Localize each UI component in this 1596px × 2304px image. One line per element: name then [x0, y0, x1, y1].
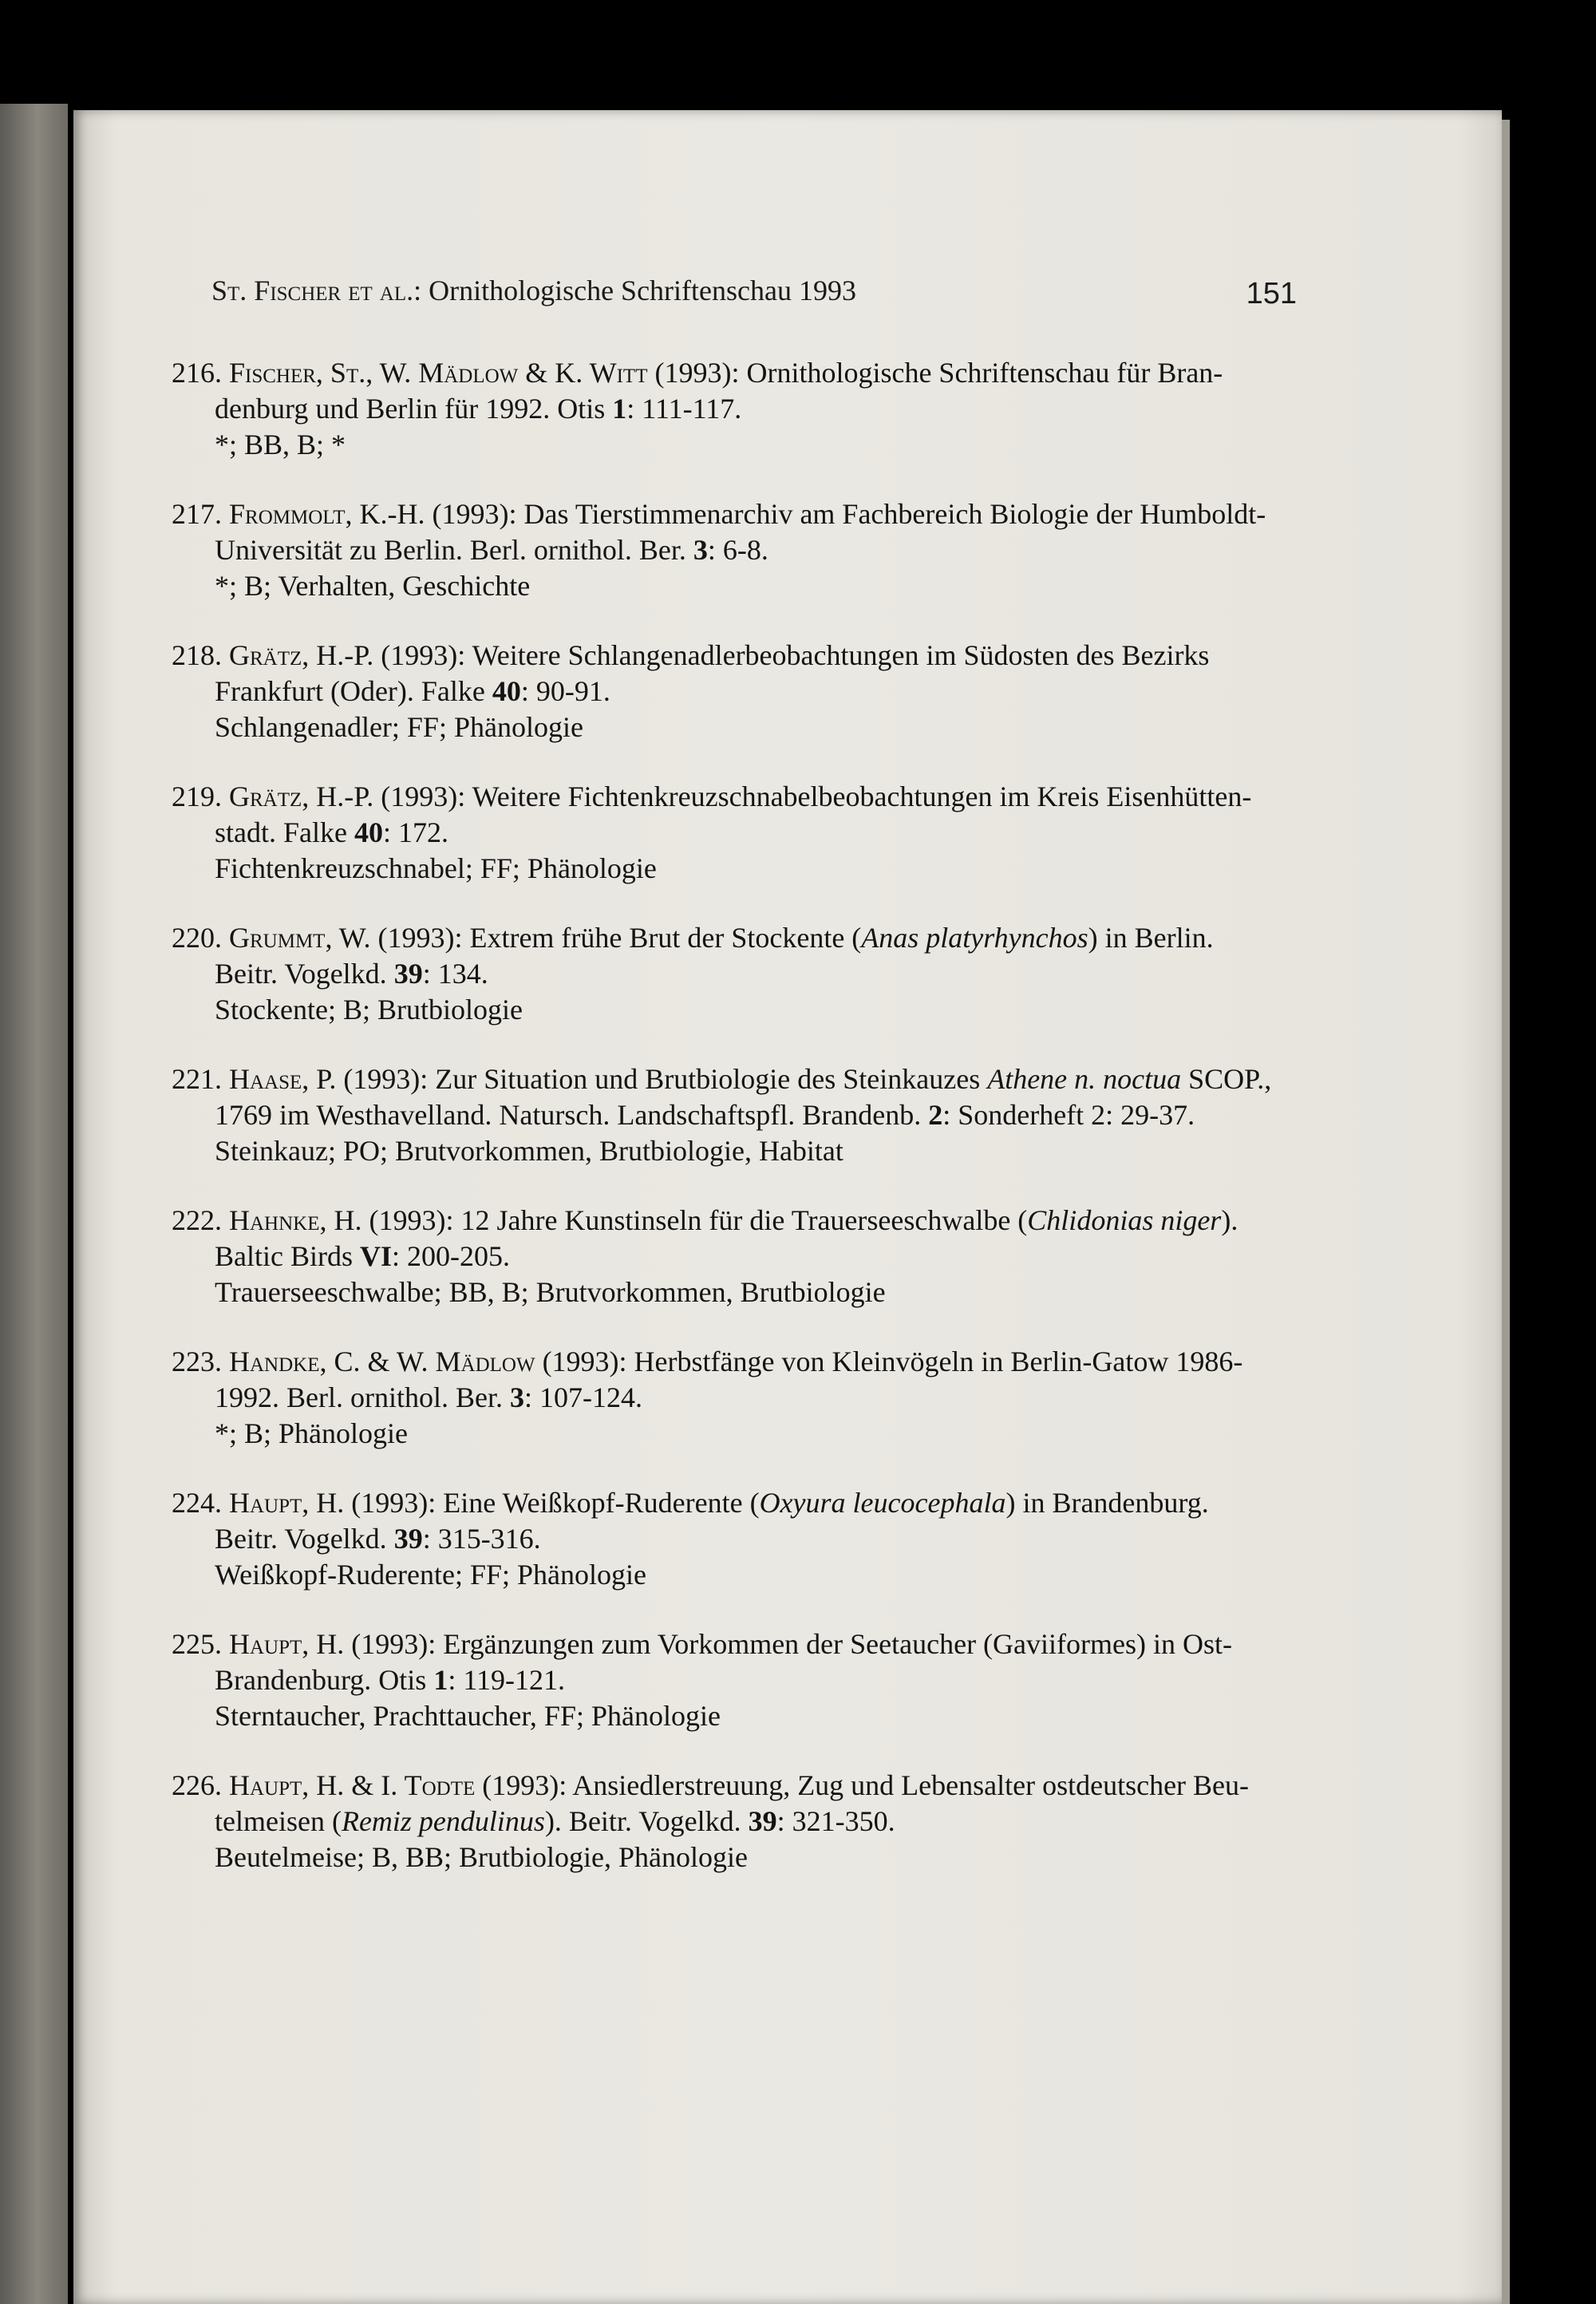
- entry-title-end: SCOP.,: [1181, 1063, 1272, 1095]
- entry-line-1: [172, 1768, 1305, 1804]
- bibliography-entry: [172, 1061, 1305, 1169]
- running-head-authors: St. Fischer et al.: [211, 275, 414, 306]
- entry-author: Fischer, St., W. Mädlow & K. Witt: [229, 357, 648, 389]
- entry-title: (1993): Weitere Schlangenadlerbeobachtungen im Südosten des Bezirks: [373, 639, 1210, 671]
- entry-keywords: Steinkauz; PO; Brutvorkommen, Brutbiologie, Habitat: [215, 1135, 843, 1167]
- bibliography-entry: [172, 1485, 1305, 1593]
- entry-line-2: [172, 815, 1305, 851]
- entry-source: ). Beitr. Vogelkd.: [544, 1805, 749, 1837]
- entry-volume: 39: [393, 958, 423, 990]
- entry-keywords: Beutelmeise; B, BB; Brutbiologie, Phänologie: [215, 1841, 748, 1873]
- entry-keywords: Stockente; B; Brutbiologie: [215, 994, 523, 1026]
- bibliography-entry: [172, 496, 1305, 604]
- entry-author: Handke, C. & W. Mädlow: [229, 1346, 535, 1377]
- entry-number: 217.: [172, 498, 222, 530]
- entry-source: 1769 im Westhavelland. Natursch. Landschaftspfl. Brandenb.: [215, 1099, 929, 1131]
- right-page-edge: [1502, 120, 1510, 2304]
- entry-title: (1993): Ergänzungen zum Vorkommen der Seetaucher (Gaviiformes) in Ost-: [344, 1628, 1232, 1660]
- entry-author: Haase, P.: [229, 1063, 337, 1095]
- entry-volume: 3: [509, 1381, 524, 1413]
- entry-number: 224.: [172, 1487, 222, 1519]
- entry-source: Beitr. Vogelkd.: [215, 958, 394, 990]
- entry-line-1: [172, 1344, 1305, 1380]
- entry-volume: 39: [748, 1805, 777, 1837]
- entry-volume: 40: [354, 816, 383, 848]
- entry-number: 223.: [172, 1346, 222, 1377]
- entry-pages: : 134.: [422, 958, 488, 990]
- species-name: Remiz pendulinus: [341, 1805, 545, 1837]
- entry-source: Frankfurt (Oder). Falke: [215, 675, 492, 707]
- bibliography-entry: [172, 1203, 1305, 1310]
- entry-author: Hahnke, H.: [229, 1204, 362, 1236]
- entry-number: 225.: [172, 1628, 222, 1660]
- entry-keywords: Weißkopf-Ruderente; FF; Phänologie: [215, 1559, 647, 1591]
- entry-source: 1992. Berl. ornithol. Ber.: [215, 1381, 510, 1413]
- entry-keywords: *; BB, B; *: [215, 429, 346, 460]
- entry-pages: : 200-205.: [392, 1240, 511, 1272]
- entry-line-1: [172, 355, 1305, 391]
- entry-keywords: Schlangenadler; FF; Phänologie: [215, 711, 583, 743]
- entry-line-1: [172, 1203, 1305, 1239]
- entry-line-1: [172, 1626, 1305, 1662]
- entry-title-end: ) in Brandenburg.: [1005, 1487, 1209, 1519]
- entry-number: 218.: [172, 639, 222, 671]
- entry-source: Brandenburg. Otis: [215, 1664, 434, 1696]
- entry-volume: 1: [433, 1664, 448, 1696]
- entry-line-2: [172, 1521, 1305, 1557]
- entry-title: (1993): 12 Jahre Kunstinseln für die Trauerseeschwalbe (: [361, 1204, 1028, 1236]
- entry-volume: 3: [693, 534, 708, 566]
- entry-pages: : 321-350.: [776, 1805, 895, 1837]
- bibliography-list: [172, 355, 1305, 1909]
- entry-author: Haupt, H.: [229, 1487, 345, 1519]
- entry-author: Grätz, H.-P.: [229, 781, 374, 812]
- entry-number: 221.: [172, 1063, 222, 1095]
- bibliography-entry: [172, 1344, 1305, 1452]
- running-head: [211, 274, 856, 307]
- entry-line-1: [172, 1485, 1305, 1521]
- entry-pages: : 111-117.: [626, 393, 742, 425]
- entry-source: Universität zu Berlin. Berl. ornithol. Ber.: [215, 534, 693, 566]
- entry-line-2: [172, 1662, 1305, 1698]
- entry-title: (1993): Extrem frühe Brut der Stockente (: [370, 922, 862, 954]
- entry-author: Haupt, H. & I. Todte: [229, 1769, 476, 1801]
- entry-author: Grummt, W.: [229, 922, 371, 954]
- entry-volume: 40: [492, 675, 521, 707]
- entry-pages: : 315-316.: [422, 1523, 541, 1555]
- entry-pages: : 107-124.: [523, 1381, 642, 1413]
- entry-title: (1993): Herbstfänge von Kleinvögeln in Berlin-Gatow 1986-: [535, 1346, 1243, 1377]
- entry-number: 226.: [172, 1769, 222, 1801]
- running-head-title: : Ornithologische Schriftenschau 1993: [413, 275, 856, 306]
- entry-source: denburg und Berlin für 1992. Otis: [215, 393, 613, 425]
- entry-title: (1993): Ornithologische Schriftenschau für Bran-: [647, 357, 1223, 389]
- entry-line-1: [172, 496, 1305, 532]
- species-name: Athene n. noctua: [987, 1063, 1182, 1095]
- bibliography-entry: [172, 779, 1305, 887]
- entry-volume: 1: [612, 393, 627, 425]
- entry-title-end: ).: [1221, 1204, 1238, 1236]
- entry-line-2: [172, 1097, 1305, 1133]
- entry-line-1: [172, 638, 1305, 674]
- entry-line-1: [172, 920, 1305, 956]
- entry-title-cont: telmeisen (: [215, 1805, 342, 1837]
- species-name: Anas platyrhynchos: [861, 922, 1088, 954]
- entry-keywords: Sterntaucher, Prachttaucher, FF; Phänologie: [215, 1700, 721, 1732]
- entry-source: Baltic Birds: [215, 1240, 360, 1272]
- entry-number: 219.: [172, 781, 222, 812]
- bibliography-entry: [172, 355, 1305, 463]
- entry-author: Grätz, H.-P.: [229, 639, 374, 671]
- entry-line-1: [172, 1061, 1305, 1097]
- page-header: [211, 267, 1297, 315]
- entry-title: (1993): Ansiedlerstreuung, Zug und Lebensalter ostdeutscher Beu-: [475, 1769, 1250, 1801]
- entry-title-end: ) in Berlin.: [1088, 922, 1214, 954]
- entry-keywords: *; B; Phänologie: [215, 1417, 408, 1449]
- entry-keywords: Fichtenkreuzschnabel; FF; Phänologie: [215, 852, 657, 884]
- entry-pages: : 6-8.: [707, 534, 768, 566]
- entry-line-2: [172, 391, 1305, 427]
- entry-number: 222.: [172, 1204, 222, 1236]
- entry-number: 220.: [172, 922, 222, 954]
- entry-title: (1993): Das Tierstimmenarchiv am Fachbereich Biologie der Humboldt-: [425, 498, 1266, 530]
- entry-line-2: [172, 1380, 1305, 1416]
- bibliography-entry: [172, 920, 1305, 1028]
- page-number: 151: [1246, 277, 1297, 310]
- entry-title: (1993): Weitere Fichtenkreuzschnabelbeobachtungen im Kreis Eisenhütten-: [373, 781, 1252, 812]
- entry-pages: : 172.: [382, 816, 448, 848]
- entry-number: 216.: [172, 357, 222, 389]
- species-name: Oxyura leucocephala: [759, 1487, 1006, 1519]
- entry-volume: 2: [928, 1099, 943, 1131]
- entry-volume: 39: [393, 1523, 423, 1555]
- entry-pages: : Sonderheft 2: 29-37.: [942, 1099, 1195, 1131]
- left-page-edge: [0, 104, 68, 2304]
- entry-line-2: [172, 674, 1305, 709]
- entry-line-1: [172, 779, 1305, 815]
- entry-volume: VI: [360, 1240, 393, 1272]
- bibliography-entry: [172, 1626, 1305, 1734]
- entry-author: Haupt, H.: [229, 1628, 345, 1660]
- entry-title: (1993): Zur Situation und Brutbiologie des Steinkauzes: [336, 1063, 988, 1095]
- entry-line-2: [172, 956, 1305, 992]
- species-name: Chlidonias niger: [1027, 1204, 1222, 1236]
- entry-keywords: *; B; Verhalten, Geschichte: [215, 570, 531, 602]
- bibliography-entry: [172, 1768, 1305, 1875]
- entry-pages: : 90-91.: [520, 675, 610, 707]
- entry-keywords: Trauerseeschwalbe; BB, B; Brutvorkommen, Brutbiologie: [215, 1276, 886, 1308]
- entry-line-2: [172, 532, 1305, 568]
- entry-line-2: [172, 1239, 1305, 1275]
- bibliography-entry: [172, 638, 1305, 745]
- entry-author: Frommolt, K.-H.: [229, 498, 425, 530]
- entry-source: Beitr. Vogelkd.: [215, 1523, 394, 1555]
- entry-source: stadt. Falke: [215, 816, 354, 848]
- entry-line-2: [172, 1804, 1305, 1840]
- entry-title: (1993): Eine Weißkopf-Ruderente (: [344, 1487, 760, 1519]
- entry-pages: : 119-121.: [448, 1664, 565, 1696]
